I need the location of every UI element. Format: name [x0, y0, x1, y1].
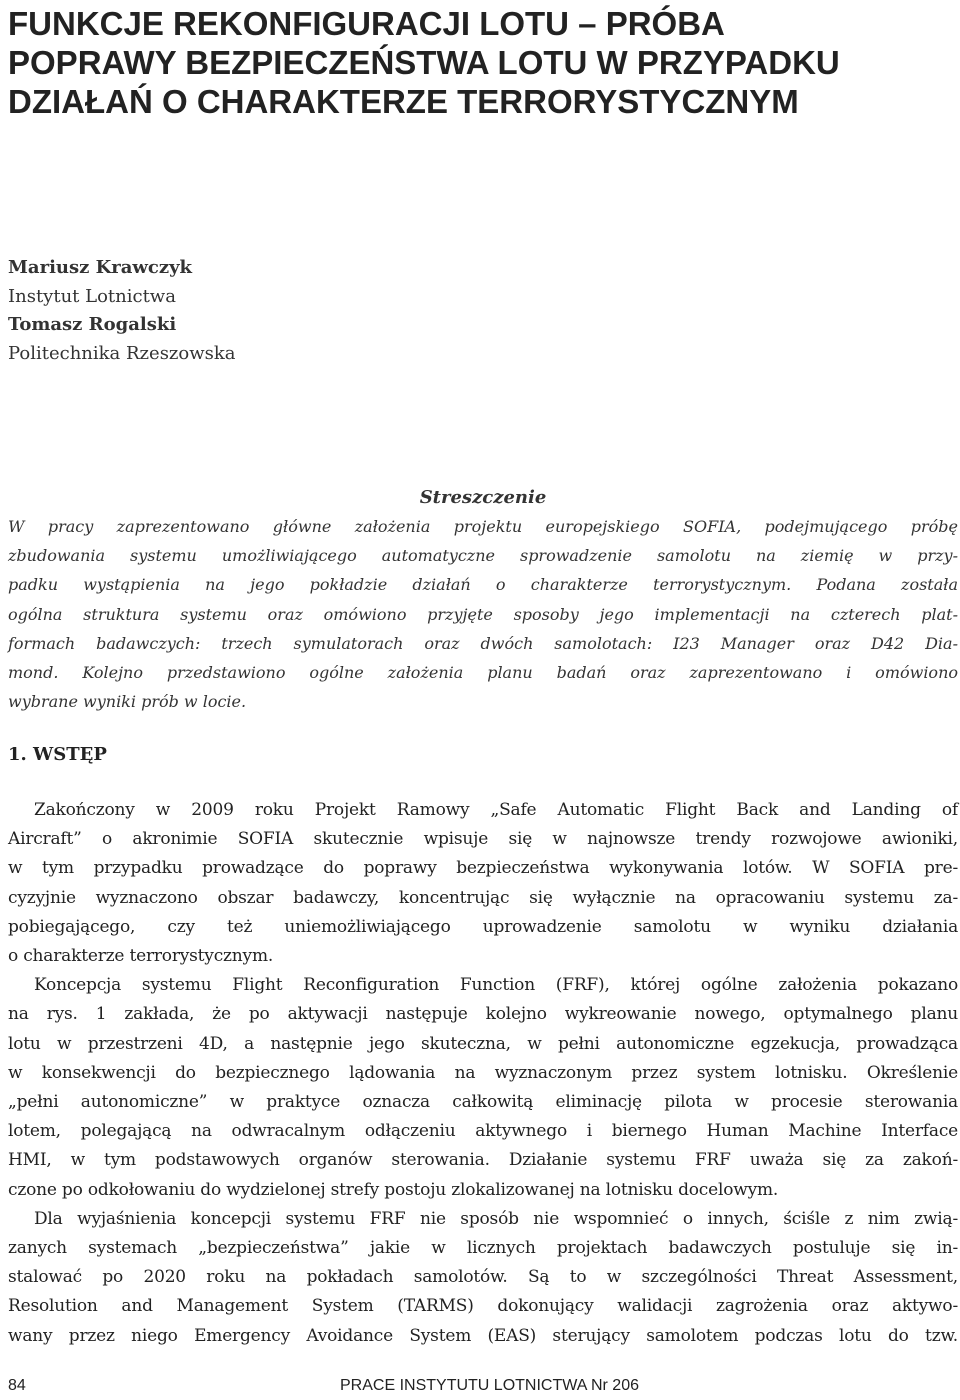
body-line: w konsekwencji do bezpiecznego lądowania na wyznaczonym przez system lotnisku. Określenie [8, 1062, 958, 1083]
abstract-line: wybrane wyniki prób w locie. [8, 692, 247, 712]
author-affiliation: Instytut Lotnictwa [8, 285, 176, 307]
body-line: w tym przypadku prowadzące do poprawy bezpieczeństwa wykonywania lotów. W SOFIA pre- [8, 858, 958, 879]
abstract-line: W pracy zaprezentowano główne założenia projektu europejskiego SOFIA, podejmującego próbę [8, 517, 958, 536]
body-line: wany przez niego Emergency Avoidance System (EAS) sterujący samolotem podczas lotu do tzw. [8, 1325, 958, 1346]
body-line: Resolution and Management System (TARMS) dokonujący walidacji zagrożenia oraz aktywo- [8, 1296, 958, 1317]
body-line: Zakończony w 2009 roku Projekt Ramowy „Safe Automatic Flight Back and Landing of [34, 800, 958, 820]
title-line: FUNKCJE REKONFIGURACJI LOTU – PRÓBA [8, 5, 725, 42]
body-line: Dla wyjaśnienia koncepcji systemu FRF nie sposób nie wspomnieć o innych, ściśle z nim zwią- [34, 1208, 958, 1229]
title-line: DZIAŁAŃ O CHARAKTERZE TERRORYSTYCZNYM [8, 83, 799, 120]
author-name: Tomasz Rogalski [8, 314, 177, 335]
abstract-line: mond. Kolejno przedstawiono ogólne założenia planu badań oraz zaprezentowano i omówiono [8, 663, 958, 683]
body-line: cyzyjnie wyznaczono obszar badawczy, koncentrując się wyłącznie na opracowaniu systemu za- [8, 887, 958, 908]
body-line: Aircraft” o akronimie SOFIA skutecznie wpisuje się w najnowsze trendy rozwojowe awioniki, [8, 829, 958, 850]
abstract-line: zbudowania systemu umożliwiającego automatyczne sprowadzenie samolotu na ziemię w przy- [8, 546, 958, 566]
body-line: HMI, w tym podstawowych organów sterowania. Działanie systemu FRF uważa się za zakoń- [8, 1150, 958, 1171]
abstract-heading: Streszczenie [419, 487, 547, 508]
title-line: POPRAWY BEZPIECZEŃSTWA LOTU W PRZYPADKU [8, 44, 840, 81]
body-line: na rys. 1 zakłada, że po aktywacji następuje kolejno wykreowanie nowego, optymalnego planu [8, 1004, 958, 1025]
author-block [8, 254, 236, 368]
journal-footer: PRACE INSTYTUTU LOTNICTWA Nr 206 [340, 1377, 639, 1394]
article-title [8, 4, 948, 121]
body-line: Koncepcja systemu Flight Reconfiguration Function (FRF), której ogólne założenia pokazano [34, 975, 958, 996]
section-heading: 1. WSTĘP [8, 744, 107, 765]
abstract-text [8, 512, 958, 716]
body-line: „pełni autonomiczne” w praktyce oznacza całkowitą eliminację pilota w procesie sterowania [8, 1092, 958, 1113]
body-line: o charakterze terrorystycznym. [8, 946, 274, 967]
abstract-line: padku wystąpienia na jego pokładzie działań o charakterze terrorystycznym. Podana została [8, 575, 958, 595]
body-line: lotu w przestrzeni 4D, a następnie jego skuteczna, w pełni autonomiczne egzekucja, prowadząca [8, 1033, 958, 1054]
abstract-line: ogólna struktura systemu oraz omówiono przyjęte sposoby jego implementacji na czterech plat- [8, 604, 958, 624]
body-line: zanych systemach „bezpieczeństwa” jakie w licznych projektach badawczych postuluje się in- [8, 1238, 958, 1259]
section-body [8, 796, 958, 1351]
author-name: Mariusz Krawczyk [8, 257, 193, 278]
author-affiliation: Politechnika Rzeszowska [8, 342, 236, 364]
page-number: 84 [8, 1377, 26, 1394]
paragraph [8, 796, 958, 971]
body-line: czone po odkołowaniu do wydzielonej strefy postoju zlokalizowanej na lotnisku docelowym. [8, 1179, 779, 1200]
paragraph [8, 1205, 958, 1351]
body-line: pobiegającego, czy też uniemożliwiającego uprowadzenie samolotu w wyniku działania [8, 916, 958, 937]
article-page [8, 0, 958, 1400]
paragraph [8, 971, 958, 1205]
abstract-line: formach badawczych: trzech symulatorach oraz dwóch samolotach: I23 Manager oraz D42 Dia- [8, 633, 958, 653]
body-line: stalować po 2020 roku na pokładach samolotów. Są to w szczególności Threat Assessment, [8, 1267, 958, 1288]
body-line: lotem, polegającą na odwracalnym odłączeniu aktywnego i biernego Human Machine Interface [8, 1121, 958, 1142]
